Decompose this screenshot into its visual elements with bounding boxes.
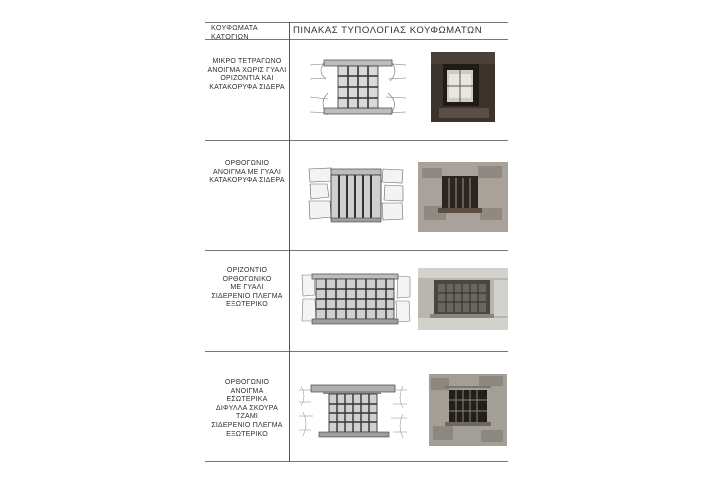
row-3-line-1: ΟΡΙΖΟΝΤΙΟ (226, 267, 268, 274)
row-2-line-2: ΑΝΟΙΓΜΑ ΜΕ ΓΥΑΛΙ (213, 168, 281, 176)
row-4-photo (429, 374, 507, 446)
row-1-label (205, 58, 289, 92)
bottom-rule (205, 461, 508, 462)
header-left-line2: ΚΑΤΟΓΙΩΝ (211, 31, 249, 41)
row-3-line-5: ΕΞΩΤΕΡΙΚΟ (226, 301, 268, 309)
row-3-line-4: ΣΙΔΕΡΕΝΙΟ ΠΛΕΓΜΑ (211, 292, 283, 300)
row-2-line-1: ΟΡΘΟΓΩΝΙΟ (224, 160, 270, 167)
typology-sheet (205, 22, 508, 462)
row-divider-2 (205, 250, 508, 251)
row-4-line-1: ΟΡΘΟΓΩΝΙΟ (224, 379, 270, 386)
row-2-label (205, 160, 289, 186)
column-divider (289, 22, 290, 462)
row-4-label (205, 379, 289, 439)
row-4-line-2: ΑΝΟΙΓΜΑ (230, 387, 264, 395)
row-1-line-1: ΜΙΚΡΟ ΤΕΤΡΑΓΩΝΟ (212, 58, 282, 65)
page-title: ΠΙΝΑΚΑΣ ΤΥΠΟΛΟΓΙΑΣ ΚΟΥΦΩΜΑΤΩΝ (293, 25, 483, 36)
row-4-line-3: ΕΣΩΤΕΡΙΚΑ (226, 396, 268, 404)
row-3-label (205, 267, 289, 310)
row-4-line-7: ΕΞΩΤΕΡΙΚΟ (226, 430, 268, 438)
row-divider-3 (205, 351, 508, 352)
header-left-line1: ΚΟΥΦΩΜΑΤΑ (211, 23, 259, 32)
row-3-photo (418, 268, 508, 330)
row-2-line-3: ΚΑΤΑΚΟΡΥΦΑ ΣΙΔΕΡΑ (209, 177, 285, 185)
row-4-line-4: ΔΙΦΥΛΛΑ ΣΚΟΥΡΑ (216, 404, 278, 412)
row-4-sketch (297, 382, 409, 444)
header-rule (205, 39, 508, 40)
row-1-line-3: ΟΡΙΖΟΝΤΙΑ ΚΑΙ (220, 75, 274, 83)
row-2-sketch (305, 165, 407, 225)
row-1-line-2: ΑΝΟΙΓΜΑ ΧΩΡΙΣ ΓΥΑΛΙ (207, 66, 287, 74)
row-3-line-2: ΟΡΘΟΓΩΝΙΚΟ (222, 275, 272, 283)
row-3-sketch (300, 271, 412, 326)
row-2-photo (418, 162, 508, 232)
row-4-line-5: ΤΖΑΜΙ (236, 413, 258, 421)
row-4-line-6: ΣΙΔΕΡΕΝΙΟ ΠΛΕΓΜΑ (211, 421, 283, 429)
row-1-line-4: ΚΑΤΑΚΟΡΥΦΑ ΣΙΔΕΡΑ (209, 83, 285, 91)
top-rule (205, 22, 508, 23)
row-1-sketch (308, 57, 408, 119)
row-3-line-3: ΜΕ ΓΥΑΛΙ (230, 284, 264, 292)
row-1-photo (431, 52, 495, 122)
row-divider-1 (205, 140, 508, 141)
